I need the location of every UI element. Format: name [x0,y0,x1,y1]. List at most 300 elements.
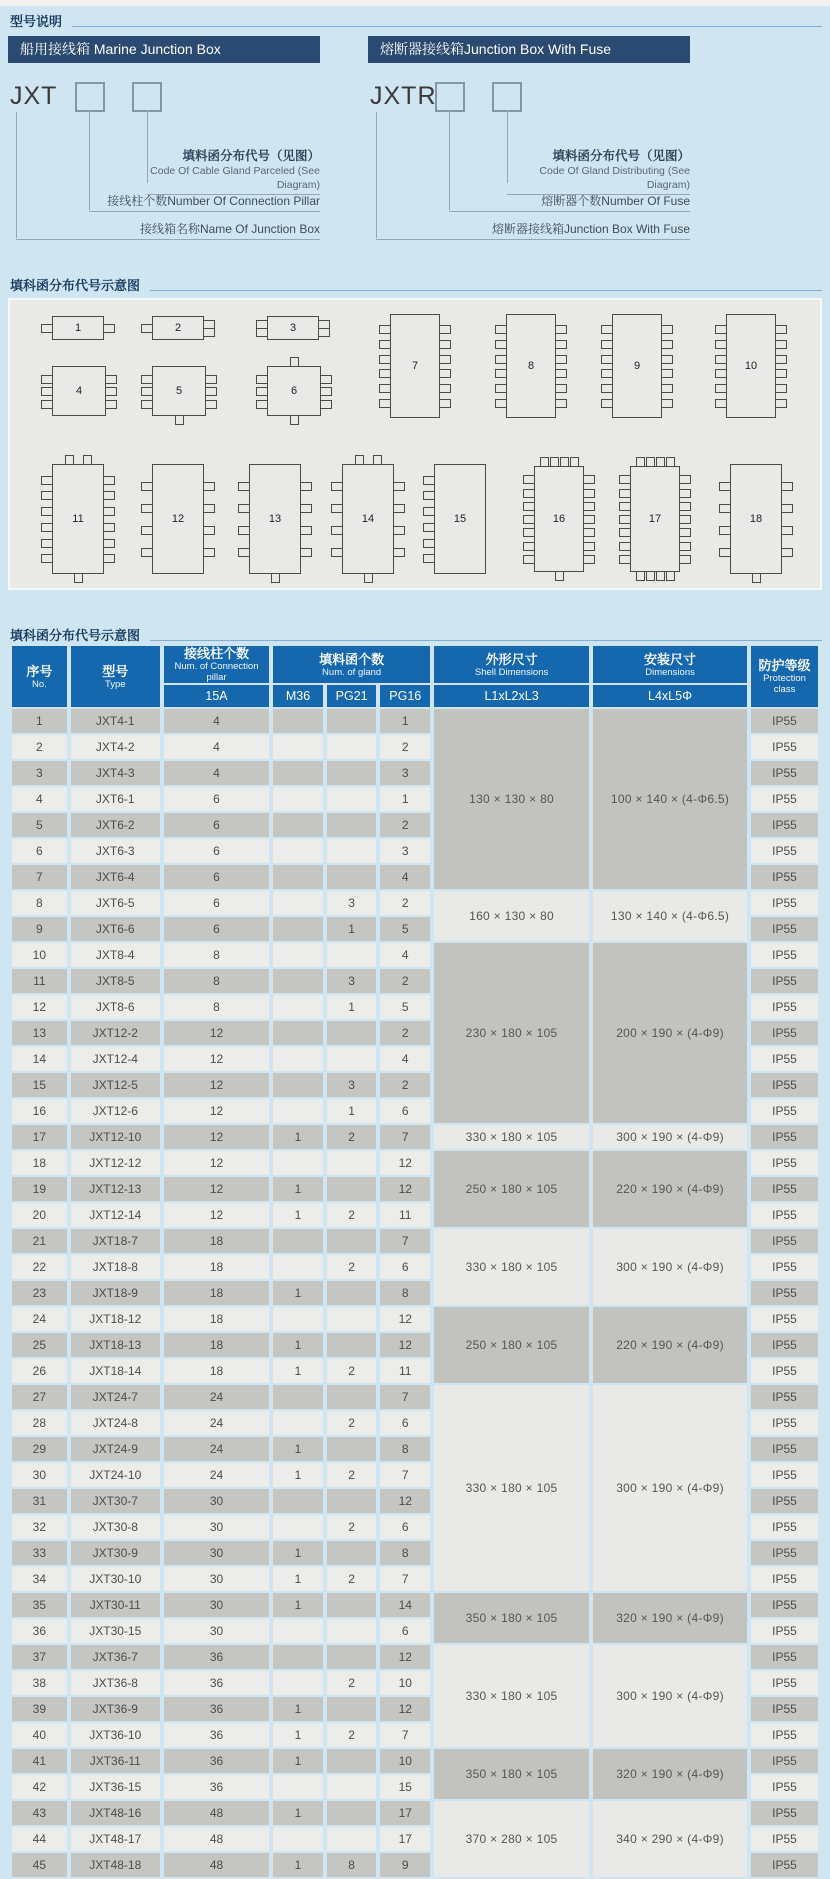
gland-stub-icon [715,399,727,408]
cell-m36 [273,839,323,863]
cell-type: JXT48-17 [71,1827,160,1851]
marine-junction-box-panel [8,36,320,264]
gland-box-number: 14 [361,513,375,525]
cell-m36 [273,1515,323,1539]
gland-stub-icon [379,384,391,393]
cell-type: JXT12-10 [71,1125,160,1149]
cell-type: JXT30-7 [71,1489,160,1513]
cell-pg16: 2 [380,969,430,993]
gland-stub-icon [393,548,405,557]
gland-stub-icon [715,384,727,393]
cell-m36: 1 [273,1723,323,1747]
cell-pg21 [327,1229,377,1253]
gland-stub-icon [550,457,559,467]
cell-type: JXT24-8 [71,1411,160,1435]
gland-stub-icon [393,504,405,513]
gland-stub-icon [290,415,299,425]
fuse-junction-box-header: 熔断器接线箱Junction Box With Fuse [368,36,690,63]
table-row [12,891,818,915]
cell-15a: 30 [164,1619,269,1643]
label-gland-code-en: Code Of Cable Gland Parceled (See Diagram) [150,165,320,191]
gland-stub-icon [103,507,115,516]
cell-mount-dimensions: 320 × 190 × (4-Φ9) [593,1593,747,1643]
cell-no: 22 [12,1255,67,1279]
cell-no: 4 [12,787,67,811]
section-title-gland-diagram [0,264,830,294]
cell-m36: 1 [273,1801,323,1825]
gland-stub-icon [555,369,567,378]
cell-m36: 1 [273,1437,323,1461]
gland-stub-icon [679,502,691,511]
cell-no: 19 [12,1177,67,1201]
cell-type: JXT24-10 [71,1463,160,1487]
cell-15a: 8 [164,995,269,1019]
gland-stub-icon [583,475,595,484]
cell-protection-class: IP55 [751,1151,818,1175]
cell-15a: 12 [164,1125,269,1149]
cell-no: 33 [12,1541,67,1565]
cell-protection-class: IP55 [751,709,818,733]
gland-stub-icon [619,515,631,524]
gland-stub-icon [103,476,115,485]
cell-type: JXT24-9 [71,1437,160,1461]
cell-pg16: 12 [380,1333,430,1357]
gland-stub-icon [41,523,53,532]
cell-type: JXT12-14 [71,1203,160,1227]
cell-no: 21 [12,1229,67,1253]
gland-stub-icon [583,542,595,551]
cell-no: 34 [12,1567,67,1591]
gland-stub-icon [439,384,451,393]
cell-type: JXT4-1 [71,709,160,733]
cell-m36 [273,1645,323,1669]
gland-stub-icon [256,328,268,337]
cell-pg16: 12 [380,1645,430,1669]
gland-stub-icon [775,325,787,334]
gland-stub-icon [555,355,567,364]
cell-mount-dimensions: 320 × 190 × (4-Φ9) [593,1749,747,1799]
cell-pg16: 4 [380,1047,430,1071]
gland-stub-icon [379,369,391,378]
gland-stub-icon [715,325,727,334]
gland-box-3 [267,316,319,340]
cell-protection-class: IP55 [751,1229,818,1253]
gland-stub-icon [41,491,53,500]
cell-15a: 6 [164,787,269,811]
cell-15a: 12 [164,1151,269,1175]
cell-type: JXT12-13 [71,1177,160,1201]
cell-15a: 18 [164,1333,269,1357]
cell-shell-dimensions: 130 × 130 × 80 [434,709,589,889]
gland-stub-icon [656,457,665,467]
cell-m36: 1 [273,1749,323,1773]
gland-stub-icon [495,384,507,393]
cell-15a: 12 [164,1073,269,1097]
cell-pg21 [327,1177,377,1201]
table-row [12,1385,818,1409]
title-rule [150,290,822,291]
cell-pg16: 8 [380,1281,430,1305]
cell-no: 9 [12,917,67,941]
cell-protection-class: IP55 [751,1853,818,1877]
cell-pg21 [327,787,377,811]
cell-type: JXT30-15 [71,1619,160,1643]
cell-15a: 36 [164,1697,269,1721]
gland-stub-icon [719,548,731,557]
cell-protection-class: IP55 [751,943,818,967]
gland-stub-icon [103,324,115,333]
cell-pg16: 8 [380,1437,430,1461]
cell-type: JXT30-9 [71,1541,160,1565]
gland-stub-icon [103,491,115,500]
gland-stub-icon [646,457,655,467]
label-gland-code [147,148,320,195]
cell-no: 45 [12,1853,67,1877]
label-pillar-count: 接线柱个数Number Of Connection Pillar [89,194,320,212]
gland-stub-icon [41,539,53,548]
gland-stub-icon [679,528,691,537]
cell-pg16: 7 [380,1567,430,1591]
cell-type: JXT18-14 [71,1359,160,1383]
gland-stub-icon [555,571,564,581]
cell-m36 [273,1151,323,1175]
cell-pg16: 14 [380,1593,430,1617]
cell-no: 12 [12,995,67,1019]
col-header-protection-class: 防护等级 Protection class [751,646,818,707]
table-row [12,1229,818,1253]
gland-stub-icon [256,375,268,384]
cell-pg21 [327,839,377,863]
cell-type: JXT30-10 [71,1567,160,1591]
cell-no: 26 [12,1359,67,1383]
gland-stub-icon [619,475,631,484]
cell-no: 32 [12,1515,67,1539]
gland-stub-icon [105,375,117,384]
cell-15a: 12 [164,1099,269,1123]
cell-15a: 4 [164,735,269,759]
gland-box-number: 18 [749,513,763,525]
gland-stub-icon [495,325,507,334]
subheader-l1l2l3: L1xL2xL3 [434,685,589,707]
cell-no: 1 [12,709,67,733]
cell-type: JXT18-7 [71,1229,160,1253]
cell-protection-class: IP55 [751,1411,818,1435]
cell-m36 [273,1099,323,1123]
cell-pg16: 17 [380,1801,430,1825]
gland-stub-icon [238,548,250,557]
cell-m36 [273,1073,323,1097]
cell-protection-class: IP55 [751,1437,818,1461]
cell-type: JXT6-1 [71,787,160,811]
cell-m36 [273,995,323,1019]
label-gland-code-en: Code Of Gland Distributing (See Diagram) [539,165,690,191]
section-title-text: 型号说明 [10,14,63,29]
cell-type: JXT8-5 [71,969,160,993]
gland-stub-icon [523,528,535,537]
label-gland-code-cn: 填料函分布代号（见图） [182,149,320,163]
gland-stub-icon [103,539,115,548]
gland-stub-icon [393,526,405,535]
cell-type: JXT12-6 [71,1099,160,1123]
cell-pg16: 5 [380,995,430,1019]
cell-pg21: 1 [327,917,377,941]
cell-15a: 30 [164,1515,269,1539]
table-row [12,1749,818,1773]
gland-stub-icon [601,340,613,349]
label-gland-code-cn: 填料函分布代号（见图） [552,149,690,163]
cell-m36 [273,1775,323,1799]
gland-stub-icon [619,528,631,537]
gland-stub-icon [555,384,567,393]
cell-pg21 [327,1047,377,1071]
cell-pg16: 2 [380,1021,430,1045]
cell-15a: 12 [164,1177,269,1201]
cell-pg21: 2 [327,1567,377,1591]
cell-no: 25 [12,1333,67,1357]
cell-no: 38 [12,1671,67,1695]
gland-stub-icon [775,384,787,393]
cell-type: JXT6-5 [71,891,160,915]
cell-protection-class: IP55 [751,735,818,759]
cell-pg21 [327,1593,377,1617]
gland-stub-icon [364,573,373,583]
gland-stub-icon [300,482,312,491]
gland-stub-icon [523,542,535,551]
gland-stub-icon [781,548,793,557]
gland-stub-icon [355,455,364,465]
cell-type: JXT36-9 [71,1697,160,1721]
cell-pg21: 2 [327,1515,377,1539]
gland-stub-icon [555,399,567,408]
gland-stub-icon [320,375,332,384]
cell-no: 42 [12,1775,67,1799]
gland-box-12 [152,464,204,574]
col-header-type: 型号 Type [71,646,160,707]
cell-pg21: 3 [327,891,377,915]
subheader-pg21: PG21 [327,685,377,707]
gland-stub-icon [271,573,280,583]
cell-15a: 6 [164,891,269,915]
cell-15a: 24 [164,1385,269,1409]
label-gland-code [507,148,690,195]
gland-stub-icon [439,369,451,378]
cell-pg16: 12 [380,1489,430,1513]
gland-stub-icon [423,554,435,563]
cell-no: 24 [12,1307,67,1331]
cell-type: JXT12-12 [71,1151,160,1175]
cell-pg16: 7 [380,1229,430,1253]
cell-shell-dimensions: 230 × 180 × 105 [434,943,589,1123]
cell-no: 35 [12,1593,67,1617]
cell-15a: 6 [164,813,269,837]
gland-stub-icon [781,526,793,535]
gland-stub-icon [423,507,435,516]
gland-stub-icon [601,369,613,378]
gland-stub-icon [583,528,595,537]
gland-stub-icon [439,340,451,349]
gland-stub-icon [636,457,645,467]
cell-pg16: 1 [380,709,430,733]
gland-stub-icon [41,507,53,516]
cell-pg16: 11 [380,1203,430,1227]
cell-no: 43 [12,1801,67,1825]
gland-box-number: 9 [633,360,641,372]
cell-pg21: 2 [327,1125,377,1149]
cell-protection-class: IP55 [751,1359,818,1383]
cell-no: 10 [12,943,67,967]
cell-15a: 18 [164,1281,269,1305]
cell-no: 7 [12,865,67,889]
gland-stub-icon [439,399,451,408]
cell-protection-class: IP55 [751,1125,818,1149]
cell-pg21 [327,865,377,889]
subheader-m36: M36 [273,685,323,707]
gland-stub-icon [583,555,595,564]
cell-pg21 [327,709,377,733]
cell-shell-dimensions: 250 × 180 × 105 [434,1151,589,1227]
cell-no: 28 [12,1411,67,1435]
gland-box-11 [52,464,104,574]
cell-15a: 18 [164,1229,269,1253]
gland-stub-icon [752,573,761,583]
cell-type: JXT36-8 [71,1671,160,1695]
col-header-mount-dimensions: 安装尺寸 Dimensions [593,646,747,683]
cell-protection-class: IP55 [751,1307,818,1331]
gland-stub-icon [203,526,215,535]
gland-stub-icon [379,355,391,364]
cell-m36: 1 [273,1463,323,1487]
cell-no: 27 [12,1385,67,1409]
gland-box-number: 3 [289,322,297,334]
cell-15a: 30 [164,1541,269,1565]
cell-protection-class: IP55 [751,1073,818,1097]
gland-stub-icon [523,555,535,564]
cell-no: 17 [12,1125,67,1149]
cell-type: JXT18-9 [71,1281,160,1305]
cell-m36 [273,1619,323,1643]
gland-stub-icon [41,387,53,396]
gland-stub-icon [41,476,53,485]
cell-m36 [273,1307,323,1331]
cell-protection-class: IP55 [751,917,818,941]
gland-stub-icon [300,548,312,557]
cell-15a: 30 [164,1593,269,1617]
gland-box-14 [342,464,394,574]
gland-stub-icon [41,400,53,409]
cell-protection-class: IP55 [751,761,818,785]
gland-stub-icon [601,325,613,334]
cell-15a: 4 [164,761,269,785]
table-row [12,1593,818,1617]
cell-mount-dimensions: 300 × 190 × (4-Φ9) [593,1125,747,1149]
gland-box-13 [249,464,301,574]
gland-stub-icon [423,491,435,500]
gland-stub-icon [583,502,595,511]
cell-pg16: 7 [380,1463,430,1487]
cell-protection-class: IP55 [751,1333,818,1357]
cell-type: JXT48-18 [71,1853,160,1877]
gland-box-9 [612,314,662,418]
cell-protection-class: IP55 [751,1099,818,1123]
gland-stub-icon [256,400,268,409]
gland-stub-icon [679,489,691,498]
gland-stub-icon [679,475,691,484]
gland-stub-icon [379,399,391,408]
table-row [12,1125,818,1149]
gland-stub-icon [373,455,382,465]
cell-protection-class: IP55 [751,1385,818,1409]
gland-stub-icon [560,457,569,467]
cell-15a: 24 [164,1411,269,1435]
cell-pg16: 8 [380,1541,430,1565]
cell-m36 [273,969,323,993]
cell-pg16: 6 [380,1411,430,1435]
cell-m36 [273,1255,323,1279]
cell-protection-class: IP55 [751,1177,818,1201]
cell-protection-class: IP55 [751,1203,818,1227]
gland-stub-icon [495,355,507,364]
gland-stub-icon [495,369,507,378]
cell-protection-class: IP55 [751,1541,818,1565]
cell-pg16: 10 [380,1749,430,1773]
gland-box-number: 4 [75,385,83,397]
gland-box-number: 1 [74,322,82,334]
cell-15a: 12 [164,1047,269,1071]
cell-shell-dimensions: 160 × 130 × 80 [434,891,589,941]
cell-15a: 8 [164,969,269,993]
cell-type: JXT24-7 [71,1385,160,1409]
gland-stub-icon [205,375,217,384]
gland-stub-icon [679,555,691,564]
fuse-junction-box-panel [368,36,690,264]
cell-protection-class: IP55 [751,1775,818,1799]
table-row [12,1151,818,1175]
cell-pg16: 7 [380,1125,430,1149]
gland-stub-icon [423,523,435,532]
cell-pg21: 1 [327,1099,377,1123]
cell-m36 [273,917,323,941]
gland-stub-icon [555,325,567,334]
gland-stub-icon [203,548,215,557]
cell-pg21 [327,1333,377,1357]
cell-pg16: 2 [380,735,430,759]
cell-mount-dimensions: 300 × 190 × (4-Φ9) [593,1385,747,1591]
gland-stub-icon [393,482,405,491]
cell-pg21 [327,761,377,785]
cell-pg21: 2 [327,1671,377,1695]
cell-type: JXT6-4 [71,865,160,889]
cell-15a: 6 [164,865,269,889]
cell-pg16: 12 [380,1151,430,1175]
gland-stub-icon [661,369,673,378]
cell-pg21: 1 [327,995,377,1019]
cell-type: JXT36-15 [71,1775,160,1799]
cell-protection-class: IP55 [751,1645,818,1669]
cell-pg16: 1 [380,787,430,811]
cell-pg16: 12 [380,1697,430,1721]
cell-15a: 48 [164,1853,269,1877]
cell-mount-dimensions: 300 × 190 × (4-Φ9) [593,1645,747,1747]
gland-stub-icon [619,502,631,511]
cell-shell-dimensions: 250 × 180 × 105 [434,1307,589,1383]
gland-stub-icon [41,375,53,384]
cell-type: JXT4-3 [71,761,160,785]
cell-m36: 1 [273,1333,323,1357]
cell-pg16: 9 [380,1853,430,1877]
cell-protection-class: IP55 [751,1671,818,1695]
cell-type: JXT18-8 [71,1255,160,1279]
cell-pg21 [327,813,377,837]
